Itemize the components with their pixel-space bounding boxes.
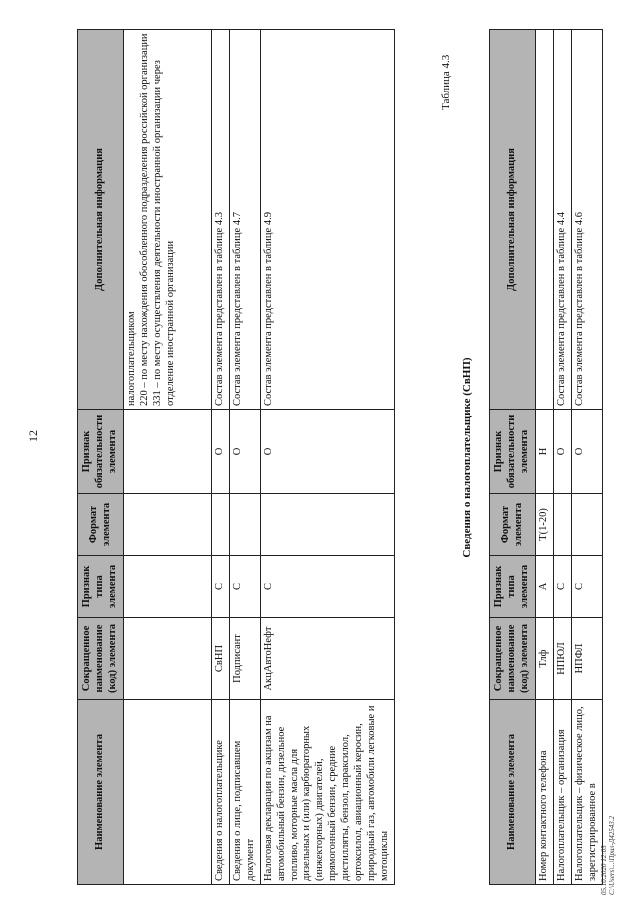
cell-type: С (553, 556, 571, 618)
col-header-code: Сокращенное наименование (код) элемента (490, 618, 536, 700)
table-1-container (77, 29, 395, 885)
footer-timestamp: 05.10.2020 12:05 (600, 845, 608, 895)
elements-table (77, 29, 395, 885)
cell-info: Состав элемента представлен в таблице 4.4 (553, 30, 571, 410)
cell-name: Сведения о лице, подписавшем документ (229, 700, 260, 885)
table-row (260, 30, 394, 885)
file-footer (600, 816, 617, 895)
col-header-code: Сокращенное наименование (код) элемента (78, 618, 124, 700)
cell-info: налогоплательщиком 220 – по месту нахождения обособленного подразделения российской организации 331 – по месту осуществления деятельности иностранной организации через отделение иностранной организации (124, 30, 212, 410)
table-title: Сведения о налогоплательщике (СвНП) (461, 357, 473, 558)
table-2-container (461, 29, 603, 885)
cell-format: T(1-20) (536, 494, 554, 556)
page-number: 12 (26, 430, 40, 442)
table-row (536, 30, 554, 885)
col-header-format: Формат элемента (78, 494, 124, 556)
cell-format (571, 494, 602, 556)
col-header-name: Наименование элемента (490, 700, 536, 885)
table-header-row (78, 30, 124, 885)
cell-info: Состав элемента представлен в таблице 4.3 (212, 30, 230, 410)
cell-name: Налогоплательщик – физическое лицо, зарегистрированное в (571, 700, 602, 885)
table-caption: Таблица 4.3 (440, 54, 452, 110)
cell-format (212, 494, 230, 556)
col-header-name: Наименование элемента (78, 700, 124, 885)
cell-required: О (260, 410, 394, 494)
cell-type: С (260, 556, 394, 618)
cell-format (229, 494, 260, 556)
cell-type: С (571, 556, 602, 618)
col-header-required: Признак обязательности элемента (78, 410, 124, 494)
cell-code: НПФЛ (571, 618, 602, 700)
cell-info: Состав элемента представлен в таблице 4.7 (229, 30, 260, 410)
table-row (229, 30, 260, 885)
table-row (124, 30, 212, 885)
cell-code: СвНП (212, 618, 230, 700)
col-header-required: Признак обязательности элемента (490, 410, 536, 494)
col-header-info: Дополнительная информация (78, 30, 124, 410)
cell-code: АкцАвтоНефт (260, 618, 394, 700)
cell-code: Тлф (536, 618, 554, 700)
cell-code: НПЮЛ (553, 618, 571, 700)
cell-required (124, 410, 212, 494)
table-row (212, 30, 230, 885)
cell-code (124, 618, 212, 700)
cell-info: Состав элемента представлен в таблице 4.9 (260, 30, 394, 410)
cell-type (124, 556, 212, 618)
table-header-row (490, 30, 536, 885)
cell-name: Налоговая декларация по акцизам на автомобильный бензин, дизельное топливо, моторные масла для дизельных и (или) карбюраторных (инжекторных) двигателей, прямогонный бензин, средние дистилляты, бензол, параксилол, ортоксилол, авиационный керосин, природный газ, автомобили легковые и мотоциклы (260, 700, 394, 885)
cell-required: О (212, 410, 230, 494)
col-header-info: Дополнительная информация (490, 30, 536, 410)
cell-required: О (229, 410, 260, 494)
cell-name: Сведения о налогоплательщике (212, 700, 230, 885)
cell-type: С (229, 556, 260, 618)
cell-code: Подписант (229, 618, 260, 700)
cell-required: О (553, 410, 571, 494)
cell-info: Состав элемента представлен в таблице 4.6 (571, 30, 602, 410)
col-header-format: Формат элемента (490, 494, 536, 556)
col-header-type: Признак типа элемента (78, 556, 124, 618)
table-row (571, 30, 602, 885)
col-header-type: Признак типа элемента (490, 556, 536, 618)
taxpayer-table (489, 29, 603, 885)
cell-required: О (571, 410, 602, 494)
footer-path: C:\Users\...\Прил-Д42543.2 (608, 815, 617, 895)
cell-format (260, 494, 394, 556)
cell-info (536, 30, 554, 410)
cell-format (553, 494, 571, 556)
cell-type: А (536, 556, 554, 618)
cell-name: Номер контактного телефона (536, 700, 554, 885)
table-row (553, 30, 571, 885)
cell-required: Н (536, 410, 554, 494)
cell-name (124, 700, 212, 885)
cell-type: С (212, 556, 230, 618)
cell-format (124, 494, 212, 556)
cell-name: Налогоплательщик – организация (553, 700, 571, 885)
